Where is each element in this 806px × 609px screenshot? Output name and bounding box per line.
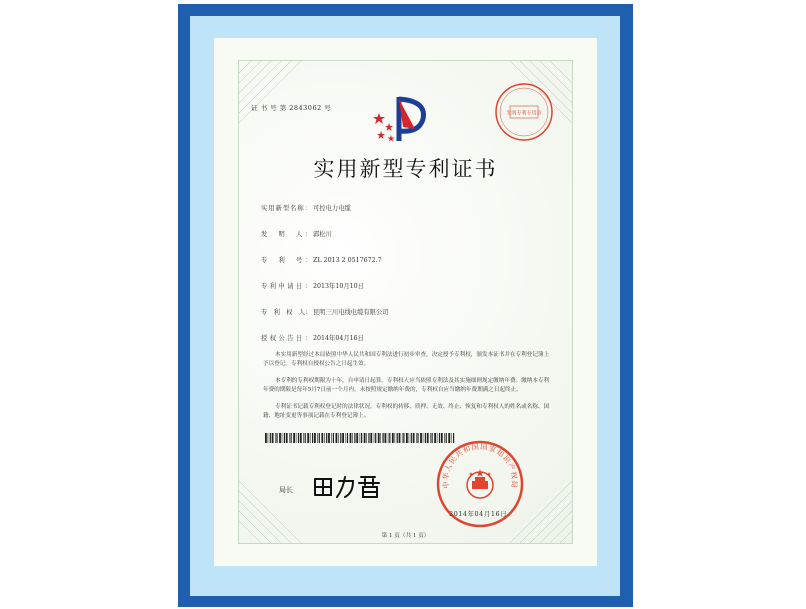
- barcode-bar: [375, 433, 376, 443]
- field-label: 授权公告日：: [261, 335, 311, 342]
- field-inventor: [261, 229, 332, 238]
- barcode-bar: [399, 433, 401, 443]
- body-paragraph: 本专利的专利权期限为十年，自申请日起算。专利权人应当依照专利法及其实施细则规定缴纳年费。缴纳本专利年费的期限是每年5月7日前一个月内。未按照规定缴纳年费的，专利权自应当缴纳年费期满之日起终止。: [263, 378, 550, 393]
- barcode-bar: [364, 433, 366, 443]
- barcode-bar: [397, 433, 398, 443]
- barcode-bar: [402, 433, 403, 443]
- barcode-bar: [385, 433, 387, 443]
- barcode-bar: [420, 433, 422, 443]
- barcode-bar: [289, 433, 290, 443]
- barcode-bar: [296, 433, 297, 443]
- barcode-bar: [417, 433, 418, 443]
- barcode-bar: [346, 433, 347, 443]
- barcode-bar: [275, 433, 276, 443]
- field-label: 专 利 号：: [261, 257, 311, 264]
- certificate-number: 证 书 号 第 2843062 号: [251, 104, 332, 112]
- field-label: 专 利 权 人：: [261, 309, 312, 316]
- barcode-bar: [368, 433, 369, 443]
- barcode-bar: [321, 433, 323, 443]
- barcode-bar: [413, 433, 415, 443]
- seal-top-text: 发明专利专用章: [506, 110, 542, 117]
- barcode-bar: [406, 433, 408, 443]
- barcode: [265, 433, 455, 443]
- field-value: 2013年10月10日: [313, 283, 364, 290]
- barcode-bar: [303, 433, 304, 443]
- barcode-bar: [409, 433, 410, 443]
- barcode-bar: [326, 433, 327, 443]
- field-value: 郭松川: [313, 231, 332, 238]
- field-value: 可控电力电缆: [313, 205, 351, 212]
- barcode-bar: [395, 433, 396, 443]
- barcode-bar: [291, 433, 292, 443]
- barcode-bar: [403, 433, 404, 443]
- barcode-bar: [265, 433, 267, 443]
- barcode-bar: [333, 433, 334, 443]
- barcode-bar: [331, 433, 332, 443]
- barcode-bar: [342, 433, 344, 443]
- barcode-bar: [411, 433, 412, 443]
- barcode-bar: [360, 433, 361, 443]
- field-value: 昆明三川电线电缆有限公司: [313, 309, 389, 316]
- barcode-bar: [338, 433, 339, 443]
- barcode-bar: [293, 433, 295, 443]
- barcode-bar: [361, 433, 362, 443]
- field-patent-number: [261, 255, 382, 264]
- barcode-bar: [286, 433, 288, 443]
- barcode-bar: [276, 433, 277, 443]
- barcode-bar: [383, 433, 384, 443]
- sipo-logo-icon: [369, 89, 439, 149]
- certificate-title: 实用新型专利证书: [313, 157, 498, 181]
- barcode-bar: [314, 433, 316, 443]
- issue-date: 2014年04月16日: [449, 510, 508, 518]
- barcode-bar: [307, 433, 309, 443]
- barcode-bar: [392, 433, 394, 443]
- field-label: 实用新型名称：: [261, 205, 311, 212]
- barcode-bar: [312, 433, 313, 443]
- field-application-date: [261, 281, 364, 290]
- barcode-bar: [305, 433, 306, 443]
- field-value: 2014年04月16日: [313, 335, 364, 342]
- field-grant-date: [261, 333, 364, 342]
- barcode-bar: [430, 433, 431, 443]
- barcode-bar: [380, 433, 381, 443]
- barcode-bar: [317, 433, 318, 443]
- barcode-bar: [328, 433, 330, 443]
- barcode-bar: [366, 433, 367, 443]
- field-utility-model-name: [261, 203, 351, 212]
- barcode-bar: [310, 433, 311, 443]
- barcode-bar: [298, 433, 299, 443]
- barcode-bar: [352, 433, 353, 443]
- barcode-bar: [427, 433, 429, 443]
- barcode-bar: [416, 433, 417, 443]
- page-number: 第 1 页（共 1 页）: [381, 533, 430, 539]
- barcode-bar: [272, 433, 274, 443]
- patent-certificate: [238, 60, 573, 544]
- barcode-bar: [354, 433, 355, 443]
- director-signature: [309, 471, 389, 501]
- barcode-bar: [270, 433, 271, 443]
- field-label: 发 明 人：: [261, 231, 311, 238]
- barcode-bar: [374, 433, 375, 443]
- barcode-bar: [423, 433, 424, 443]
- body-paragraph: 本实用新型经过本局依照中华人民共和国专利法进行初步审查，决定授予专利权，颁发本证书并在专利登记簿上予以登记。专利权自授权公告之日起生效。: [263, 352, 550, 367]
- barcode-bar: [356, 433, 358, 443]
- barcode-bar: [432, 433, 433, 443]
- barcode-bar: [282, 433, 283, 443]
- field-label: 专利申请日：: [261, 283, 311, 290]
- barcode-bar: [324, 433, 325, 443]
- barcode-bar: [300, 433, 302, 443]
- barcode-bar: [340, 433, 341, 443]
- barcode-bar: [389, 433, 390, 443]
- barcode-bar: [284, 433, 285, 443]
- barcode-bar: [279, 433, 281, 443]
- corner-pattern: [238, 60, 305, 127]
- barcode-bar: [268, 433, 269, 443]
- body-paragraph: 专利证书记载专利权登记时的法律状况。专利权的转移、质押、无效、终止、恢复和专利权人的姓名或名称、国籍、地址变更等事项记载在专利登记簿上。: [263, 404, 550, 419]
- field-value: ZL 2013 2 0517672.7: [313, 257, 382, 264]
- barcode-bar: [388, 433, 389, 443]
- patent-seal-small: [493, 81, 555, 143]
- director-label: 局长: [279, 486, 293, 494]
- barcode-bar: [347, 433, 348, 443]
- field-patentee: [261, 307, 389, 316]
- barcode-bar: [425, 433, 426, 443]
- barcode-bar: [378, 433, 380, 443]
- seal-main-text: 中华人民共和国国家知识产权局: [440, 441, 520, 490]
- barcode-bar: [370, 433, 372, 443]
- barcode-bar: [350, 433, 352, 443]
- barcode-bar: [319, 433, 320, 443]
- barcode-bar: [336, 433, 338, 443]
